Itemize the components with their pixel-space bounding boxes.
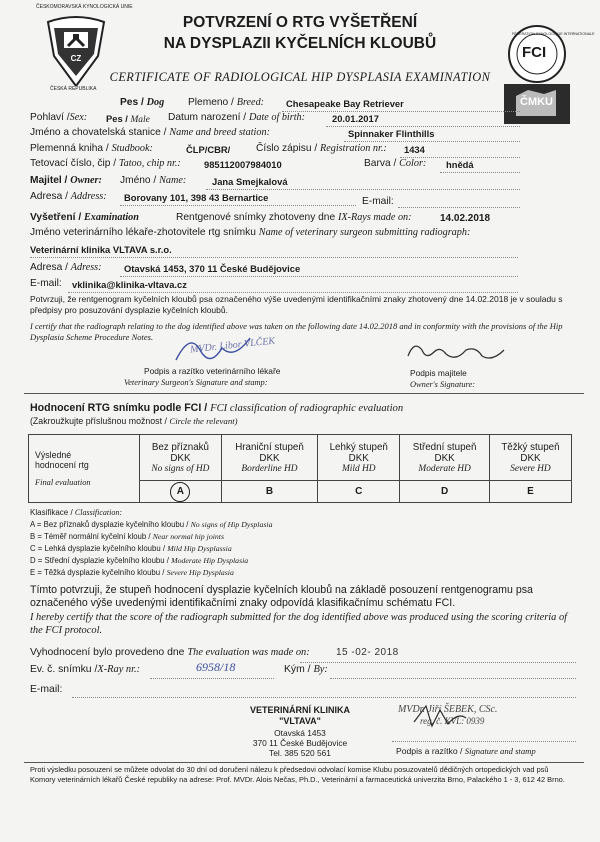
- grade-column-c: Lehký stupeň DKK Mild HD: [318, 435, 400, 481]
- clinic-address-value: Otavská 1453, 370 11 České Budějovice: [124, 263, 301, 274]
- regno-label: Číslo zápisu / Registration nr.:: [256, 143, 387, 154]
- eval-date-value: 15 -02- 2018: [336, 647, 399, 658]
- evaluation-heading: Hodnocení RTG snímku podle FCI / FCI classification of radiographic evaluation: [30, 402, 404, 414]
- evaluator-signature: [410, 702, 470, 732]
- clinic-stamp-line5: Tel. 385 520 561: [269, 748, 331, 758]
- classification-label: Klasifikace / Classification:: [30, 508, 123, 517]
- svg-text:CZ: CZ: [70, 54, 82, 63]
- statement-en: I hereby certify that the score of the radiograph submitted for the dog identified above was produced using the scoring criteria of the FCI protocol.: [30, 612, 568, 636]
- grade-cell-d[interactable]: D: [400, 481, 490, 503]
- owner-name-label: Jméno / Name:: [120, 175, 187, 186]
- classification-e: E = Těžká dysplazie kyčelního kloubu / Severe Hip Dysplasia: [30, 568, 234, 577]
- chip-value: 985112007984010: [204, 159, 282, 170]
- appeal-notice: Proti výsledku posouzení se můžete odvolat do 30 dní od doručení nálezu k předsedovi odvolací komise Klubu posuzovatelů dědičných ortopedických vad psů Komory veterinárních lékařů České republiky na adrese: Prof. MVDr. Alois Nečas, Ph.D., Veterinární a farmaceutická univerzita Brno, Palackého 1 - 3, 612 42 Brno.: [30, 765, 565, 784]
- logo-left-bottom-text: ČESKÁ REPUBLIKA: [50, 86, 97, 92]
- tattoo-label: Tetovací číslo, čip / Tatoo, chip nr.:: [30, 158, 181, 169]
- by-label: Kým / By:: [284, 664, 328, 675]
- xray-no-value: 6958/18: [196, 660, 236, 674]
- clinic-email-value: vklinika@klinika-vltava.cz: [72, 279, 187, 290]
- final-evaluation-label-cell: Výsledné hodnocení rtg Final evaluation: [29, 435, 140, 503]
- title-en: CERTIFICATE OF RADIOLOGICAL HIP DYSPLASIA EXAMINATION: [109, 70, 491, 84]
- clinic-stamp-line3: Otavská 1453: [274, 728, 326, 738]
- evaluator-stamp-reg: reg. č. KVL: 0939: [420, 716, 485, 726]
- cmku-mark-text: ČMKU: [520, 96, 553, 108]
- owner-email-label: E-mail:: [362, 196, 394, 207]
- dog-name-value: Spinnaker Flinthills: [348, 128, 435, 139]
- clinic-stamp-line2: "VLTAVA": [279, 716, 321, 726]
- xray-date-value: 14.02.2018: [440, 213, 491, 224]
- regno-value: 1434: [404, 144, 425, 155]
- classification-c: C = Lehká dysplazie kyčelního kloubu / Mild Hip Dysplassia: [30, 544, 232, 553]
- grade-cell-b[interactable]: B: [221, 481, 317, 503]
- dob-label: Datum narození / Date of birth:: [168, 112, 306, 123]
- clinic-name-value: Veterinární klinika VLTAVA s.r.o.: [30, 244, 172, 255]
- vet-sign-label-en: Veterinary Surgeon's Signature and stamp:: [124, 378, 268, 387]
- owner-signature: [400, 336, 510, 370]
- eval-date-label: Vyhodnocení bylo provedeno dne The evaluation was made on:: [30, 647, 310, 658]
- classification-b: B = Téměř normální kyčelní kloub / Near normal hip joints: [30, 532, 224, 541]
- color-label: Barva / Color:: [364, 158, 427, 169]
- title-cz-line2: NA DYSPLAZII KYČELNÍCH KLOUBŮ: [163, 35, 437, 52]
- confirmation-text-en: I certify that the radiograph relating to the dog identified above was taken on the following date 14.02.2018 and in conformity with the provisions of the Hip Dysplasia Scheme Procedure Notes.: [30, 321, 563, 342]
- fci-logo-text: FCI: [522, 44, 547, 61]
- title-cz-line1: POTVRZENÍ O RTG VYŠETŘENÍ: [182, 14, 418, 31]
- fci-evaluation-table: [28, 434, 572, 503]
- statement-cz: Tímto potvrzuji, že stupeň hodnocení dysplazie kyčelních kloubů na základě posouzení rentgenogramu psa označeného výše uvedenými identifikačními znaky odpovídá klasifikačnímu schématu FCI.: [30, 584, 533, 609]
- breed-value: Chesapeake Bay Retriever: [286, 98, 404, 109]
- classification-a: A = Bez příznaků dysplazie kyčelního kloubu / No signs of Hip Dysplasia: [30, 520, 273, 529]
- dob-value: 20.01.2017: [332, 113, 379, 124]
- vet-name-label: Jméno veterinárního lékaře-zhotovitele rtg snímku Name of veterinary surgeon submitting radiograph:: [30, 227, 471, 238]
- color-value: hnědá: [446, 159, 474, 170]
- classification-d: D = Střední dysplazie kyčelního kloubu / Moderate Hip Dysplasia: [30, 556, 249, 565]
- sex-value: Pes / Male: [106, 113, 150, 125]
- owner-sign-label-en: Owner's Signature:: [410, 380, 475, 389]
- xray-made-label: Rentgenové snímky zhotoveny dne IX-Rays made on:: [176, 212, 412, 223]
- circle-instruction: (Zakroužkujte příslušnou možnost / Circle the relevant): [30, 416, 238, 426]
- owner-name-value: Jana Smejkalová: [212, 176, 288, 187]
- fci-ring-text: FÉDÉRATION CYNOLOGIQUE INTERNATIONALE: [512, 32, 595, 36]
- clinic-email-label: E-mail:: [30, 278, 62, 289]
- owner-label: Majitel / Owner:: [30, 175, 102, 186]
- dog-label: Pes / Dog: [120, 97, 165, 108]
- breed-label: Plemeno / Breed:: [188, 97, 265, 108]
- owner-address-label: Adresa / Address:: [30, 191, 107, 202]
- grade-column-e: Těžký stupeň DKK Severe HD: [489, 435, 571, 481]
- grade-column-b: Hraniční stupeň DKK Borderline HD: [221, 435, 317, 481]
- owner-sign-label-cz: Podpis majitele: [410, 368, 467, 378]
- studbook-label: Plemenná kniha / Studbook:: [30, 143, 153, 154]
- vet-sign-label-cz: Podpis a razítko veterinárního lékaře: [144, 366, 281, 376]
- vet-stamp-text: MVDr. Libor VLČEK: [189, 335, 276, 356]
- owner-address-value: Borovany 101, 398 43 Bernartice: [124, 192, 269, 203]
- sex-label: Pohlaví /Sex:: [30, 112, 88, 123]
- evaluator-stamp-name: MVDr. Jiří ŠEBEK, CSc.: [398, 704, 498, 715]
- vet-signature: [170, 330, 260, 370]
- studbook-value: ČLP/CBR/: [186, 144, 231, 155]
- grade-column-a: Bez příznaků DKK No signs of HD: [140, 435, 222, 481]
- selected-grade-circle: A: [170, 482, 190, 502]
- logo-left-top-text: ČESKOMORAVSKÁ KYNOLOGICKÁ UNIE: [36, 4, 133, 10]
- name-label: Jméno a chovatelská stanice / Name and breed station:: [30, 127, 270, 138]
- clinic-stamp-line4: 370 11 České Budějovice: [252, 738, 348, 748]
- exam-label: Vyšetření / Examination: [30, 212, 139, 223]
- grade-column-d: Střední stupeň DKK Moderate HD: [400, 435, 490, 481]
- grade-cell-e[interactable]: E: [489, 481, 571, 503]
- clinic-address-label: Adresa / Adress:: [30, 262, 102, 273]
- confirmation-text-cz: Potvrzuji, že rentgenogram kyčelních kloubů psa označeného výše uvedenými identifikačními znaky zhotovený dne 14.02.2018 je v souladu s předpisy pro posuzování dysplazie kyčelních kloubů.: [30, 294, 563, 315]
- xray-no-label: Ev. č. snímku /X-Ray nr.:: [30, 664, 141, 675]
- evaluator-sign-label: Podpis a razítko / Signature and stamp: [396, 746, 536, 756]
- clinic-stamp-line1: VETERINÁRNÍ KLINIKA: [249, 705, 350, 715]
- grade-cell-c[interactable]: C: [318, 481, 400, 503]
- footer-email-label: E-mail:: [30, 684, 63, 695]
- grade-cell-a[interactable]: [140, 481, 222, 503]
